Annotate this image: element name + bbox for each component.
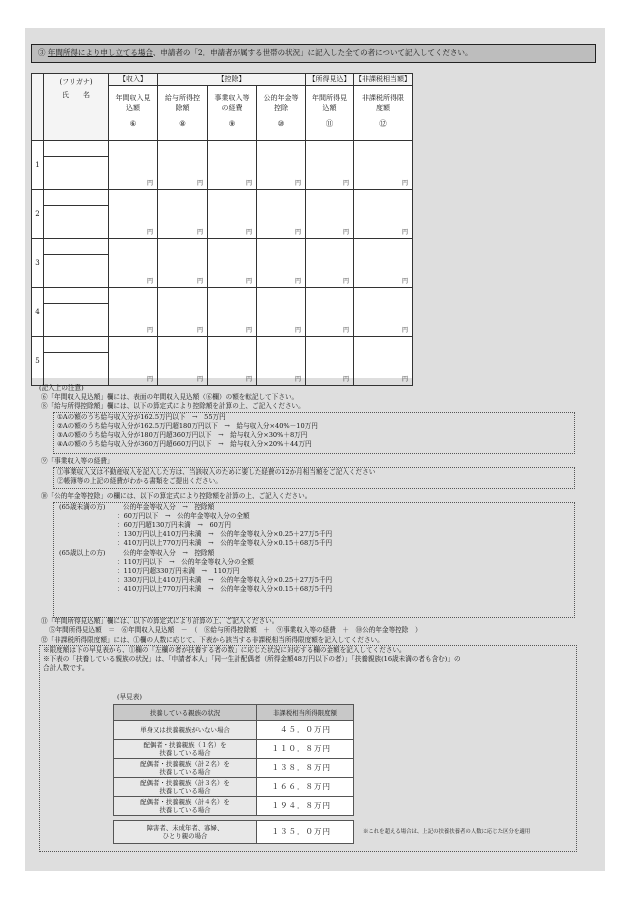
- name-input-cell[interactable]: [44, 337, 109, 386]
- col-header-label: 事業収入等の経費: [214, 94, 250, 112]
- group-shotoku: 【所得見込】: [306, 74, 354, 86]
- yen-label: 円: [402, 327, 409, 334]
- group-deduction: 【控除】: [158, 74, 306, 86]
- col-header-label: 年間所得見込額: [312, 94, 348, 112]
- yen-label: 円: [402, 376, 409, 383]
- hayami-row-label2: 扶養している場合: [159, 749, 211, 757]
- hayami-row-amount: ４５．０万円: [257, 721, 354, 740]
- hayami-row-label1: 配偶者・扶養親族（計３名）を: [140, 779, 230, 787]
- amount-input-cell[interactable]: [208, 337, 257, 386]
- name-input-cell[interactable]: [44, 239, 109, 288]
- yen-label: 円: [196, 327, 203, 334]
- yen-label: 円: [245, 278, 252, 285]
- name-input-cell[interactable]: [44, 141, 109, 190]
- hayami-row-label2: 扶養している場合: [159, 768, 211, 776]
- note-6: ⑥「年間収入見込額」欄には、表面の年間収入見込額（⑥欄）の額を転記して下さい。: [41, 393, 299, 401]
- note-12c: 合計人数です。: [43, 664, 89, 672]
- under65-b: ：60万円以下 → 公的年金等収入分の全額: [117, 512, 250, 520]
- note-11: ⑪「年間所得見込額」欄には、以下の算定式により計算の上、ご記入ください。: [41, 617, 279, 625]
- hayami-row-amount: １６６．８万円: [257, 778, 354, 797]
- under65-head: 公的年金等収入分 → 控除額: [123, 503, 215, 511]
- table-row: [32, 141, 413, 190]
- amount-input-cell[interactable]: [354, 141, 413, 190]
- col-header-label: 公的年金等控除: [263, 94, 299, 112]
- amount-input-cell[interactable]: [354, 337, 413, 386]
- hayami-last-label2: ひとり親の場合: [162, 832, 208, 840]
- amount-input-cell[interactable]: [306, 337, 354, 386]
- yen-label: 円: [343, 327, 350, 334]
- yen-label: 円: [245, 229, 252, 236]
- name-input-cell[interactable]: [44, 288, 109, 337]
- yen-label: 円: [402, 180, 409, 187]
- yen-label: 円: [245, 376, 252, 383]
- amount-input-cell[interactable]: [257, 337, 306, 386]
- hayami-row-label1: 配偶者・扶養親族（計４名）を: [140, 798, 230, 806]
- col-header-number: ⑪: [325, 119, 334, 128]
- over65-e: ：410万円以上770万円未満 → 公的年金等収入分×0.15＋68万5千円: [117, 585, 333, 593]
- hayami-row-amount: １３８．８万円: [257, 759, 354, 778]
- under65-d: ：130万円以上410万円未満 → 公的年金等収入分×0.25＋27万5千円: [117, 530, 333, 538]
- hayami-row-label1: 配偶者・扶養親族（１名）を: [143, 741, 227, 749]
- amount-input-cell[interactable]: [257, 141, 306, 190]
- note-12b: ※下表の「扶養している親族の状況」は、「申請者本人」「同一生計配偶者（所得金額48万円以下の者）」「扶養親族(16歳未満の者も含む)」の: [43, 655, 461, 663]
- col-header-number: ⑧: [179, 119, 186, 128]
- hayami-table: [113, 704, 354, 816]
- furigana-input[interactable]: [44, 337, 108, 353]
- income-table: [31, 73, 413, 386]
- amount-input-cell[interactable]: [354, 288, 413, 337]
- amount-input-cell[interactable]: [354, 190, 413, 239]
- amount-input-cell[interactable]: [109, 190, 158, 239]
- amount-input-cell[interactable]: [109, 141, 158, 190]
- amount-input-cell[interactable]: [257, 239, 306, 288]
- hayami-row: [114, 721, 354, 740]
- hayami-row-label2: 扶養している場合: [159, 806, 211, 814]
- over65-c: ：110万円超330万円未満 → 110万円: [117, 567, 240, 575]
- furigana-input[interactable]: [44, 288, 108, 304]
- yen-label: 円: [196, 376, 203, 383]
- hayami-row-label1: 単身又は扶養親族がいない場合: [140, 726, 230, 734]
- col-header-label: 給与所得控除額: [165, 94, 200, 112]
- yen-label: 円: [295, 376, 302, 383]
- yen-label: 円: [295, 180, 302, 187]
- row-number: 1: [32, 141, 44, 190]
- col-header-3: [208, 86, 257, 141]
- hayami-row-amount: １１０．８万円: [257, 740, 354, 759]
- yen-label: 円: [146, 376, 153, 383]
- yen-label: 円: [146, 180, 153, 187]
- amount-input-cell[interactable]: [158, 337, 208, 386]
- col-header-1: [109, 86, 158, 141]
- header-underlined: 年間所得により申し立てる場合: [47, 48, 153, 57]
- amount-input-cell[interactable]: [109, 288, 158, 337]
- amount-input-cell[interactable]: [109, 337, 158, 386]
- amount-input-cell[interactable]: [158, 141, 208, 190]
- yen-label: 円: [343, 180, 350, 187]
- hayami-row-label: [114, 740, 257, 759]
- rowno-header: [32, 74, 44, 141]
- table-row: [32, 337, 413, 386]
- over65-head: 公的年金等収入分 → 控除額: [123, 549, 215, 557]
- furigana-input[interactable]: [44, 190, 108, 206]
- hayami-row-amount: １９４．８万円: [257, 797, 354, 816]
- amount-input-cell[interactable]: [306, 239, 354, 288]
- hayami-side-note: ※これを超える場合は、上記の扶養扶養者の人数に応じた区分を適用: [363, 829, 531, 835]
- yen-label: 円: [402, 278, 409, 285]
- table-row: [32, 288, 413, 337]
- note-8c: ③Aの額のうち給与収入分が180万円超360万円以下 → 給与収入分×30%＋8万円: [57, 431, 308, 439]
- amount-input-cell[interactable]: [208, 288, 257, 337]
- row-number: 3: [32, 239, 44, 288]
- hayami-last-amount: １３５．０万円: [257, 821, 354, 844]
- note-8b: ②Aの額のうち給与収入分が162.5万円超180万円以下 → 給与収入分×40%－10万円: [57, 422, 318, 430]
- col-header-2: [158, 86, 208, 141]
- col-header-number: ⑥: [129, 119, 137, 128]
- hayami-last-table: [113, 820, 354, 844]
- row-number: 2: [32, 190, 44, 239]
- yen-label: 円: [196, 180, 203, 187]
- note-12: ⑫「非課税所得限度額」には、①欄の人数に応じて、下表から該当する非課税相当所得限度額を記入してください。: [41, 636, 384, 644]
- hayami-row: [114, 740, 354, 759]
- over65-b: ：110万円以下 → 公的年金等収入分の全額: [117, 558, 254, 566]
- amount-input-cell[interactable]: [208, 239, 257, 288]
- row-number: 4: [32, 288, 44, 337]
- hayami-head-right: 非課税相当所得限度額: [257, 705, 354, 721]
- table-row: [32, 190, 413, 239]
- table-row: [32, 239, 413, 288]
- yen-label: 円: [295, 278, 302, 285]
- col-header-label: 年間収入見込額: [115, 94, 151, 112]
- yen-label: 円: [295, 229, 302, 236]
- hayami-last-label: [114, 821, 257, 844]
- row-number: 5: [32, 337, 44, 386]
- name-label: 氏 名: [62, 91, 90, 99]
- yen-label: 円: [146, 229, 153, 236]
- yen-label: 円: [343, 229, 350, 236]
- amount-input-cell[interactable]: [158, 239, 208, 288]
- furigana-label: (フリガナ): [59, 78, 93, 86]
- hayami-row-label: [114, 797, 257, 816]
- col-header-label: 非課税所得限度額: [362, 94, 405, 112]
- amount-input-cell[interactable]: [257, 288, 306, 337]
- hayami-last-label1: 障害者、未成年者、寡婦、: [146, 824, 224, 832]
- amount-input-cell[interactable]: [158, 288, 208, 337]
- over65-title: (65歳以上の方): [59, 549, 106, 557]
- amount-input-cell[interactable]: [208, 141, 257, 190]
- col-header-5: [306, 86, 354, 141]
- note-10: ⑩「公的年金等控除」の欄には、以下の算定式により控除額を計算の上、ご記入ください。: [41, 492, 312, 500]
- furigana-input[interactable]: [44, 239, 108, 255]
- yen-label: 円: [402, 229, 409, 236]
- note-11-formula: ⑤年間所得見込額 ＝ ⑥年間収入見込額 － （ ⑧給与所得控除額 ＋ ⑨事業収入等の経費 ＋ ⑩公的年金等控除 ）: [49, 626, 422, 634]
- yen-label: 円: [343, 376, 350, 383]
- note-9: ⑨「事業収入等の経費」: [41, 457, 114, 465]
- hayami-row-label: [114, 759, 257, 778]
- note-8a: ①Aの額のうち給与収入分が162.5万円以下 → 55万円: [57, 413, 226, 421]
- yen-label: 円: [196, 229, 203, 236]
- under65-title: (65歳未満の方): [59, 503, 106, 511]
- yen-label: 円: [146, 327, 153, 334]
- group-income: 【収入】: [109, 74, 158, 86]
- yen-label: 円: [343, 278, 350, 285]
- amount-input-cell[interactable]: [109, 239, 158, 288]
- hayami-row-label: [114, 721, 257, 740]
- amount-input-cell[interactable]: [306, 190, 354, 239]
- name-input-cell[interactable]: [44, 190, 109, 239]
- yen-label: 円: [196, 278, 203, 285]
- notes-title: (記入上の注意): [39, 384, 84, 392]
- col-header-6: [354, 86, 413, 141]
- header-text: 、申請者の「2．申請者が属する世帯の状況」に記入した全ての者について記入してください。: [152, 48, 473, 57]
- under65-e: ：410万円以上770万円未満 → 公的年金等収入分×0.15＋68万5千円: [117, 539, 333, 547]
- hayami-row-label2: 扶養している場合: [159, 787, 211, 795]
- yen-label: 円: [245, 180, 252, 187]
- amount-input-cell[interactable]: [257, 190, 306, 239]
- amount-input-cell[interactable]: [306, 288, 354, 337]
- hayami-row: [114, 797, 354, 816]
- col-header-number: ⑩: [277, 119, 285, 128]
- amount-input-cell[interactable]: [158, 190, 208, 239]
- hayami-title: (早見表): [117, 693, 142, 701]
- amount-input-cell[interactable]: [208, 190, 257, 239]
- hayami-row-label1: 配偶者・扶養親族（計２名）を: [140, 760, 230, 768]
- section-header: [31, 44, 596, 63]
- col-header-4: [257, 86, 306, 141]
- yen-label: 円: [295, 327, 302, 334]
- note-8d: ④Aの額のうち給与収入分が360万円超660万円以下 → 給与収入分×20%＋44万円: [57, 440, 312, 448]
- group-hikazei: 【非課税相当額】: [354, 74, 413, 86]
- note-8: ⑧「給与所得控除額」欄には、以下の算定式により控除額を計算の上、ご記入ください。: [41, 402, 305, 410]
- name-header: [44, 74, 109, 141]
- over65-d: ：330万円以上410万円未満 → 公的年金等収入分×0.25＋27万5千円: [117, 576, 333, 584]
- hayami-head-left: 扶養している親族の状況: [114, 705, 257, 721]
- under65-c: ：60万円超130万円未満 → 60万円: [117, 521, 232, 529]
- yen-label: 円: [146, 278, 153, 285]
- col-header-number: ⑨: [228, 119, 236, 128]
- note-9a: ①事業収入又は不動産収入を記入した方は、当該収入のために要した経費の12か月相当額をご記入ください: [57, 468, 376, 476]
- col-header-number: ⑫: [379, 119, 387, 128]
- furigana-input[interactable]: [44, 141, 108, 157]
- amount-input-cell[interactable]: [354, 239, 413, 288]
- header-number: ③: [38, 48, 46, 57]
- note-12a: ※限度額は下の早見表から、①欄の「左欄の者が扶養する者の数」に応じた状況に対応する欄の金額を記入してください。: [43, 646, 406, 654]
- income-table-area: [31, 73, 412, 383]
- hayami-row: [114, 759, 354, 778]
- yen-label: 円: [245, 327, 252, 334]
- hayami-row-label: [114, 778, 257, 797]
- amount-input-cell[interactable]: [306, 141, 354, 190]
- hayami-row: [114, 778, 354, 797]
- note-9b: ②帳簿等の上記の経費がわかる書類をご提出ください。: [57, 477, 222, 485]
